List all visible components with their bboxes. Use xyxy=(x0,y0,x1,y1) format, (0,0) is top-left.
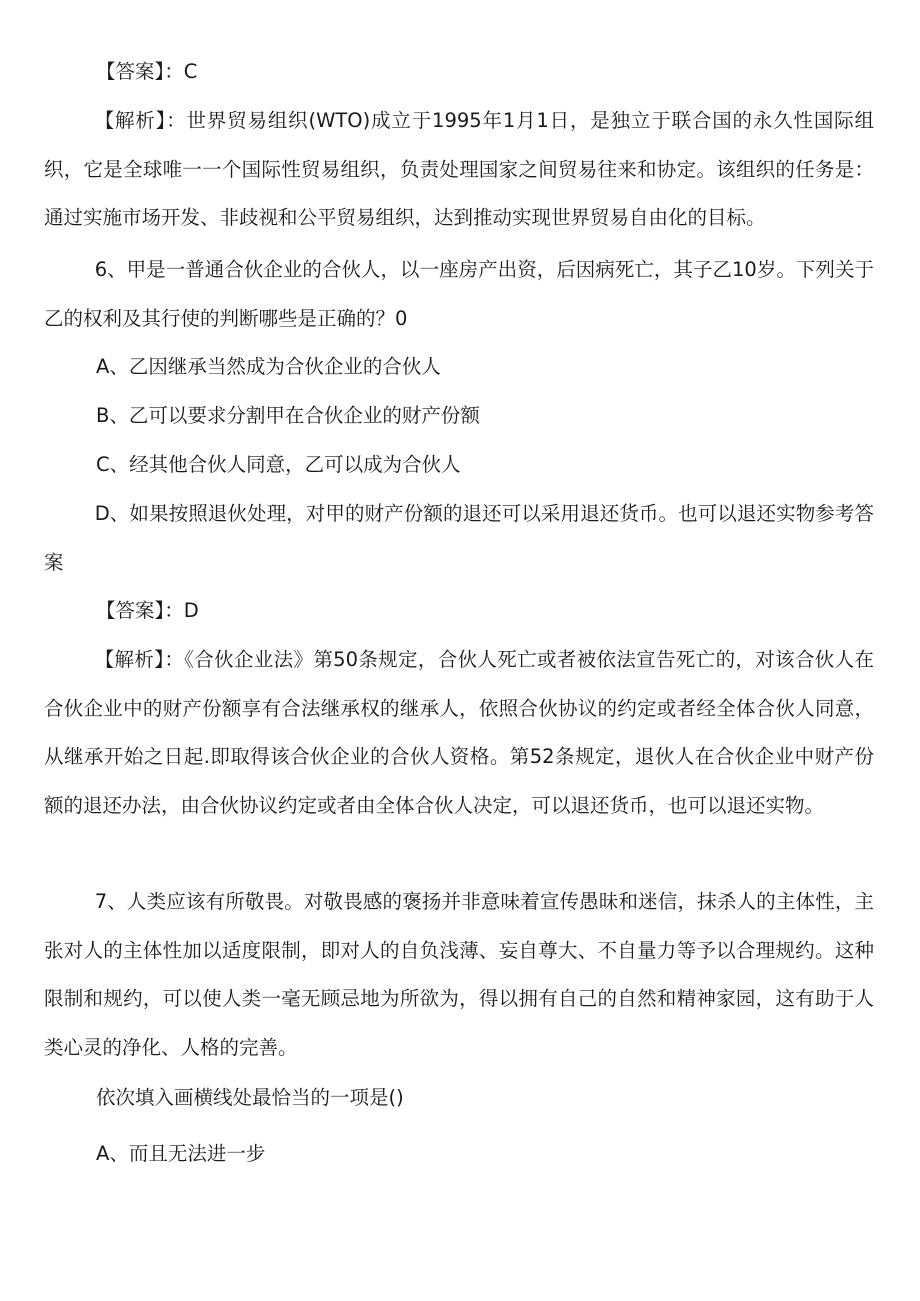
question-6-option-a: A、乙因继承当然成为合伙企业的合伙人 xyxy=(96,355,441,378)
question-6: 6、甲是一普通合伙企业的合伙人，以一座房产出资，后因病死亡，其子乙10岁。下列关于乙的权利及其行使的判断哪些是正确的？0 xyxy=(44,258,874,330)
answer-1: 【答案】：C xyxy=(96,60,198,83)
answer-2: 【答案】：D xyxy=(96,599,199,622)
question-6-option-b: B、乙可以要求分割甲在合伙企业的财产份额 xyxy=(96,404,480,427)
question-7-option-a: A、而且无法进一步 xyxy=(96,1142,266,1165)
question-7: 7、人类应该有所敬畏。对敬畏感的褒扬并非意味着宣传愚昧和迷信，抹杀人的主体性，主张对人的主体性加以适度限制，即对人的自负浅薄、妄自尊大、不自量力等予以合理规约。这种限制和规约，可以使人类一毫无顾忌地为所欲为，得以拥有自己的自然和精神家园，这有助于人类心灵的净化、人格的完善。 xyxy=(44,890,874,1059)
question-6-option-d: D、如果按照退伙处理，对甲的财产份额的退还可以采用退还货币。也可以退还实物参考答案 xyxy=(44,502,874,574)
explanation-1: 【解析】：世界贸易组织(WTO)成立于1995年1月1日，是独立于联合国的永久性国际组织，它是全球唯一一个国际性贸易组织，负责处理国家之间贸易往来和协定。该组织的任务是：通过实施市场开发、非歧视和公平贸易组织，达到推动实现世界贸易自由化的目标。 xyxy=(44,109,874,229)
explanation-2: 【解析】：《合伙企业法》第50条规定，合伙人死亡或者被依法宣告死亡的，对该合伙人在合伙企业中的财产份额享有合法继承权的继承人，依照合伙协议的约定或者经全体合伙人同意，从继承开始之日起.即取得该合伙企业的合伙人资格。第52条规定，退伙人在合伙企业中财产份额的退还办法，由合伙协议约定或者由全体合伙人决定，可以退还货币，也可以退还实物。 xyxy=(44,648,874,817)
question-6-option-c: C、经其他合伙人同意，乙可以成为合伙人 xyxy=(96,453,461,476)
question-7-prompt: 依次填入画横线处最恰当的一项是() xyxy=(96,1086,404,1109)
